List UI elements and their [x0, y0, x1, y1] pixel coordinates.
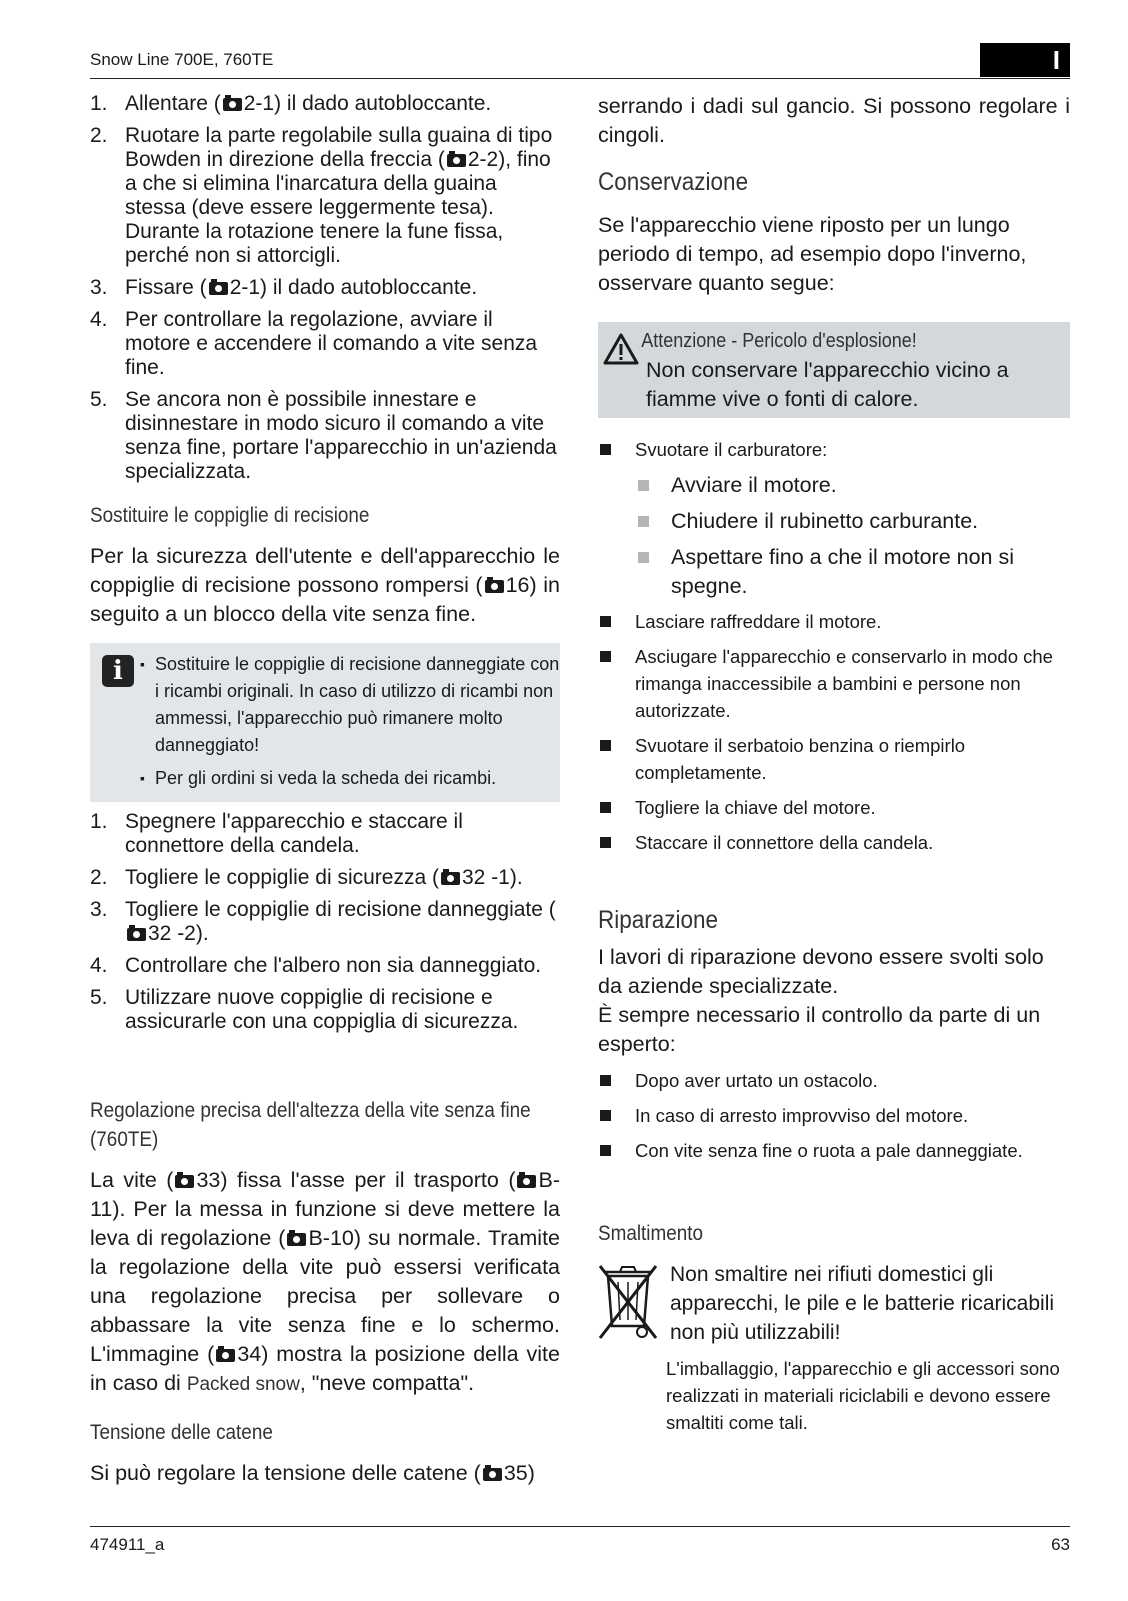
list-item: Lasciare raffreddare il motore. — [598, 608, 1070, 635]
list-item: Aspettare fino a che il motore non si spegne. — [634, 543, 1070, 601]
list-item: 2. Ruotare la parte regolabile sulla guaina di tipo Bowden in direzione della freccia ( 2-2), fino a che si elimina l'inarcatura della guaina stessa (deve essere leggermente tesa). Durante la rotazione tenere la fune fissa, perché non si attorcigli. — [90, 124, 553, 267]
camera-icon — [517, 1175, 536, 1188]
list-item: 4. Per controllare la regolazione, avviare il motore e accendere il comando a vite senza fine. — [90, 308, 538, 379]
list-item: Svuotare il serbatoio benzina o riempirlo completamente. — [598, 732, 1070, 786]
crossed-bin-icon — [598, 1262, 658, 1344]
paragraph: Si può regolare la tensione delle catene ( 35) — [90, 1461, 535, 1485]
list-item: Chiudere il rubinetto carburante. — [634, 507, 1070, 536]
camera-icon — [447, 154, 466, 167]
doc-title: Snow Line 700E, 760TE — [90, 50, 274, 69]
paragraph: Se l'apparecchio viene riposto per un lungo periodo di tempo, ad esempio dopo l'inverno, osservare quanto segue: — [598, 213, 1027, 295]
paragraph: serrando i dadi sul gancio. Si possono regolare i cingoli. — [598, 94, 1070, 147]
list-item: 5. Utilizzare nuove coppiglie di recisione e assicurarle con una coppiglia di sicurezza. — [90, 986, 519, 1033]
camera-icon — [485, 580, 504, 593]
list-item: 3. Togliere le coppiglie di recisione danneggiate (32 -2). — [90, 898, 556, 945]
list-item: Dopo aver urtato un ostacolo. — [598, 1067, 1070, 1094]
right-column — [598, 92, 1070, 1436]
list-item: 4. Controllare che l'albero non sia danneggiato. — [90, 954, 542, 977]
list-item: Svuotare il carburatore: — [598, 436, 1070, 463]
paragraph: Per la sicurezza dell'utente e dell'apparecchio le coppiglie di recisione possono rompersi ( 16) in seguito a un blocco della vite senza fine. — [90, 544, 560, 626]
steps-list-1 — [90, 92, 560, 484]
list-item: Con vite senza fine o ruota a pale danneggiate. — [598, 1137, 1070, 1164]
sub-list — [598, 471, 1070, 601]
warning-title: Attenzione - Pericolo d'esplosione! — [641, 330, 917, 352]
list-item: Asciugare l'apparecchio e conservarlo in modo che rimanga inaccessibile a bambini e persone non autorizzate. — [598, 643, 1070, 724]
info-icon: i — [102, 655, 134, 687]
camera-icon — [441, 872, 460, 885]
camera-icon — [175, 1175, 194, 1188]
info-item: ▪ Sostituire le coppiglie di recisione danneggiate con i ricambi originali. In caso di utilizzo di ricambi non ammessi, l'apparecchio può rimanere molto danneggiato! — [155, 651, 560, 759]
page-header — [90, 46, 1070, 79]
section-heading: Conservazione — [598, 168, 749, 196]
disposal-note — [598, 1260, 1070, 1436]
camera-icon — [216, 1349, 235, 1362]
warning-box — [598, 322, 1070, 418]
bullet-list — [598, 608, 1070, 856]
list-item: In caso di arresto improvviso del motore. — [598, 1102, 1070, 1129]
list-item: 3. Fissare ( 2-1) il dado autobloccante. — [90, 276, 478, 299]
section-heading: Sostituire le coppiglie di recisione — [90, 504, 370, 527]
camera-icon — [483, 1468, 502, 1481]
info-box — [90, 643, 560, 802]
left-column — [90, 92, 560, 1488]
bullet-list — [598, 1067, 1070, 1164]
steps-list-2 — [90, 810, 560, 1034]
disposal-info: L'imballaggio, l'apparecchio e gli accessori sono realizzati in materiali riciclabili e devono essere smaltiti come tali. — [666, 1358, 1060, 1433]
section-heading: Tensione delle catene — [90, 1421, 273, 1444]
disposal-warning: Non smaltire nei rifiuti domestici gli apparecchi, le pile e le batterie ricaricabili non più utilizzabili! — [670, 1263, 1055, 1344]
info-item: ▪ Per gli ordini si veda la scheda dei ricambi. — [155, 765, 560, 792]
section-heading: Smaltimento — [598, 1222, 704, 1245]
warning-message: Non conservare l'apparecchio vicino a fiamme vive o fonti di calore. — [646, 358, 1009, 411]
list-item: 1. Allentare ( 2-1) il dado autobloccante. — [90, 92, 492, 115]
camera-icon — [127, 928, 146, 941]
section-heading: Riparazione — [598, 906, 719, 934]
paragraph: La vite ( 33) fissa l'asse per il trasporto ( B-11). Per la messa in funzione si deve mettere la leva di regolazione ( B-10) su normale. Tramite la regolazione della vite può essersi verificata una regolazione precisa per sollevare o abbassare la vite senza fine e lo schermo. L'immagine ( 34) mostra la posizione della vite in caso di Packed snow, "neve compatta". — [90, 1168, 561, 1395]
doc-id: 474911_a — [90, 1535, 165, 1554]
language-tab: I — [980, 43, 1070, 77]
section-heading: Regolazione precisa dell'altezza della vite senza fine (760TE) — [90, 1099, 531, 1151]
list-item: Avviare il motore. — [634, 471, 1070, 500]
camera-icon — [209, 282, 228, 295]
camera-icon — [287, 1233, 306, 1246]
bullet-list — [598, 436, 1070, 463]
list-item: Staccare il connettore della candela. — [598, 829, 1070, 856]
list-item: 2. Togliere le coppiglie di sicurezza ( 32 -1). — [90, 866, 523, 889]
list-item: Togliere la chiave del motore. — [598, 794, 1070, 821]
paragraph: È sempre necessario il controllo da parte di un esperto: — [598, 1003, 1041, 1056]
camera-icon — [223, 98, 242, 111]
list-item: 1. Spegnere l'apparecchio e staccare il connettore della candela. — [90, 810, 463, 857]
page-number: 63 — [1051, 1535, 1070, 1554]
paragraph: I lavori di riparazione devono essere svolti solo da aziende specializzate. — [598, 945, 1044, 998]
page-footer — [90, 1526, 1070, 1555]
list-item: 5. Se ancora non è possibile innestare e disinnestare in modo sicuro il comando a vite senza fine, portare l'apparecchio in un'azienda specializzata. — [90, 388, 557, 483]
